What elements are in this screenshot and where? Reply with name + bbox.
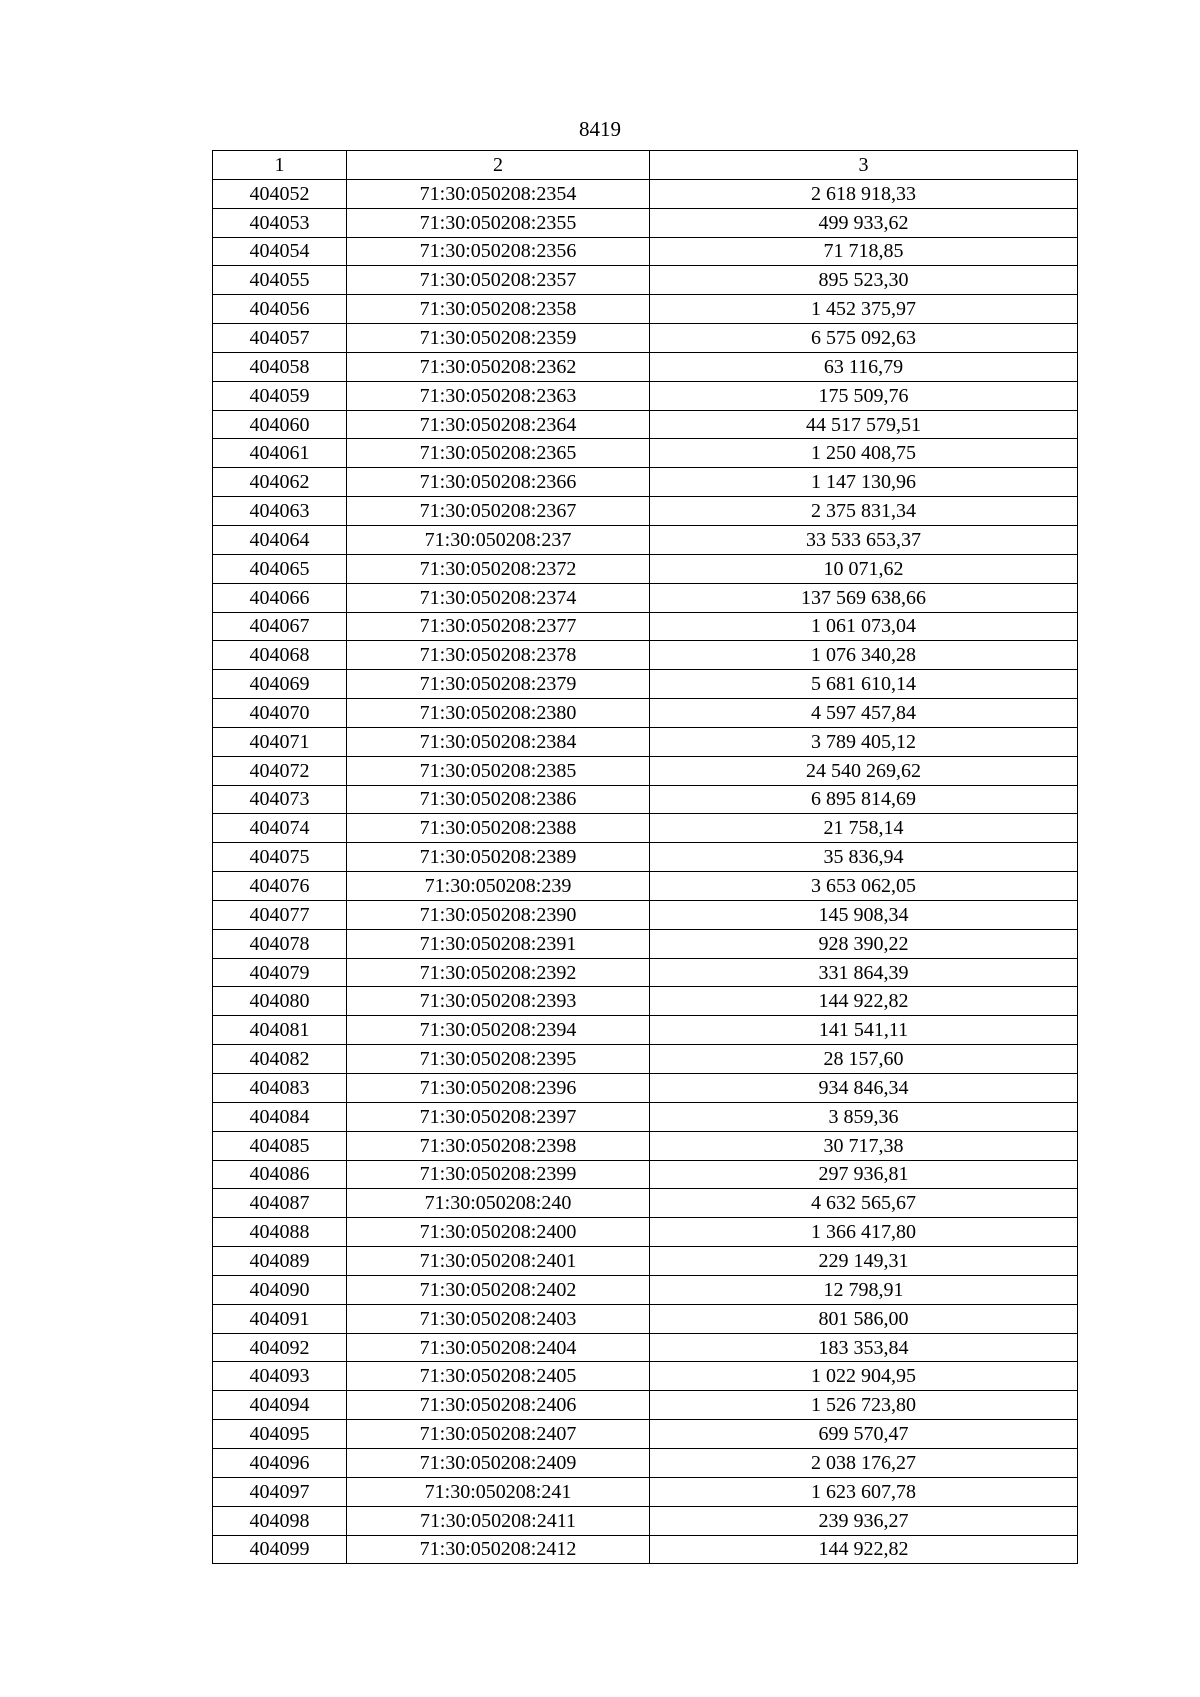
table-cell-col1: 404089: [213, 1247, 347, 1276]
table-cell-col3: 1 076 340,28: [650, 641, 1078, 670]
table-cell-col2: 71:30:050208:2357: [347, 266, 650, 295]
table-row: [213, 1074, 1078, 1103]
table-row: [213, 554, 1078, 583]
table-row: [213, 1131, 1078, 1160]
table-cell-col3: 1 452 375,97: [650, 295, 1078, 324]
table-cell-col3: 3 859,36: [650, 1102, 1078, 1131]
table-row: [213, 1045, 1078, 1074]
table-cell-col2: 71:30:050208:2397: [347, 1102, 650, 1131]
table-row: [213, 1016, 1078, 1045]
table-cell-col3: 1 526 723,80: [650, 1391, 1078, 1420]
table-cell-col2: 71:30:050208:2364: [347, 410, 650, 439]
table-cell-col1: 404093: [213, 1362, 347, 1391]
table-row: [213, 583, 1078, 612]
table-cell-col3: 239 936,27: [650, 1506, 1078, 1535]
table-cell-col2: 71:30:050208:2407: [347, 1420, 650, 1449]
table-row: [213, 439, 1078, 468]
table-cell-col1: 404060: [213, 410, 347, 439]
table-cell-col2: 71:30:050208:2365: [347, 439, 650, 468]
table-row: [213, 1333, 1078, 1362]
table-cell-col2: 71:30:050208:2374: [347, 583, 650, 612]
table-cell-col3: 21 758,14: [650, 814, 1078, 843]
table-row: [213, 1247, 1078, 1276]
table-cell-col1: 404090: [213, 1275, 347, 1304]
table-cell-col1: 404078: [213, 929, 347, 958]
table-cell-col1: 404065: [213, 554, 347, 583]
table-row: [213, 900, 1078, 929]
table-cell-col1: 404070: [213, 699, 347, 728]
header-cell-1: 1: [213, 151, 347, 180]
table-cell-col3: 2 038 176,27: [650, 1448, 1078, 1477]
table-row: [213, 352, 1078, 381]
table-cell-col3: 144 922,82: [650, 987, 1078, 1016]
table-cell-col2: 71:30:050208:2363: [347, 381, 650, 410]
table-cell-col3: 928 390,22: [650, 929, 1078, 958]
table-row: [213, 1477, 1078, 1506]
table-cell-col1: 404054: [213, 237, 347, 266]
table-cell-col1: 404083: [213, 1074, 347, 1103]
table-row: [213, 525, 1078, 554]
table-cell-col3: 35 836,94: [650, 843, 1078, 872]
table-cell-col3: 6 575 092,63: [650, 324, 1078, 353]
table-cell-col3: 297 936,81: [650, 1160, 1078, 1189]
table-row: [213, 1189, 1078, 1218]
table-cell-col2: 71:30:050208:2404: [347, 1333, 650, 1362]
table-cell-col3: 3 789 405,12: [650, 727, 1078, 756]
table-cell-col2: 71:30:050208:2359: [347, 324, 650, 353]
table-cell-col1: 404057: [213, 324, 347, 353]
table-cell-col2: 71:30:050208:2396: [347, 1074, 650, 1103]
table-cell-col3: 4 597 457,84: [650, 699, 1078, 728]
table-row: [213, 1506, 1078, 1535]
table-row: [213, 1448, 1078, 1477]
table-cell-col1: 404063: [213, 497, 347, 526]
table-cell-col3: 33 533 653,37: [650, 525, 1078, 554]
table-row: [213, 987, 1078, 1016]
table-cell-col3: 2 375 831,34: [650, 497, 1078, 526]
table-cell-col3: 24 540 269,62: [650, 756, 1078, 785]
table-cell-col3: 71 718,85: [650, 237, 1078, 266]
table-cell-col2: 71:30:050208:2354: [347, 179, 650, 208]
table-cell-col1: 404061: [213, 439, 347, 468]
table-cell-col1: 404075: [213, 843, 347, 872]
table-row: [213, 1391, 1078, 1420]
table-row: [213, 727, 1078, 756]
table-row: [213, 381, 1078, 410]
table-cell-col1: 404091: [213, 1304, 347, 1333]
table-cell-col2: 71:30:050208:2398: [347, 1131, 650, 1160]
table-cell-col3: 144 922,82: [650, 1535, 1078, 1564]
table-cell-col1: 404074: [213, 814, 347, 843]
table-cell-col1: 404068: [213, 641, 347, 670]
table-row: [213, 208, 1078, 237]
table-cell-col1: 404071: [213, 727, 347, 756]
table-cell-col3: 699 570,47: [650, 1420, 1078, 1449]
table-cell-col3: 10 071,62: [650, 554, 1078, 583]
table-cell-col3: 1 022 904,95: [650, 1362, 1078, 1391]
table-row: [213, 1218, 1078, 1247]
table-cell-col1: 404077: [213, 900, 347, 929]
table-cell-col2: 71:30:050208:2379: [347, 670, 650, 699]
table-cell-col2: 71:30:050208:2356: [347, 237, 650, 266]
table-cell-col1: 404097: [213, 1477, 347, 1506]
table-cell-col3: 1 250 408,75: [650, 439, 1078, 468]
table-row: [213, 266, 1078, 295]
table-cell-col2: 71:30:050208:237: [347, 525, 650, 554]
table-row: [213, 785, 1078, 814]
table-cell-col1: 404099: [213, 1535, 347, 1564]
table-cell-col3: 1 147 130,96: [650, 468, 1078, 497]
table-cell-col3: 2 618 918,33: [650, 179, 1078, 208]
table-cell-col2: 71:30:050208:2390: [347, 900, 650, 929]
table-cell-col3: 141 541,11: [650, 1016, 1078, 1045]
table-row: [213, 1160, 1078, 1189]
table-cell-col3: 145 908,34: [650, 900, 1078, 929]
table-cell-col2: 71:30:050208:241: [347, 1477, 650, 1506]
header-cell-2: 2: [347, 151, 650, 180]
table-row: [213, 1102, 1078, 1131]
table-cell-col1: 404072: [213, 756, 347, 785]
table-body: [213, 179, 1078, 1564]
table-cell-col2: 71:30:050208:2384: [347, 727, 650, 756]
table-row: [213, 843, 1078, 872]
table-cell-col2: 71:30:050208:2389: [347, 843, 650, 872]
table-row: [213, 958, 1078, 987]
table-cell-col3: 28 157,60: [650, 1045, 1078, 1074]
table-cell-col1: 404094: [213, 1391, 347, 1420]
table-cell-col2: 71:30:050208:2409: [347, 1448, 650, 1477]
table-row: [213, 497, 1078, 526]
table-cell-col1: 404088: [213, 1218, 347, 1247]
table-cell-col3: 6 895 814,69: [650, 785, 1078, 814]
table-cell-col2: 71:30:050208:2403: [347, 1304, 650, 1333]
table-row: [213, 295, 1078, 324]
table-cell-col3: 12 798,91: [650, 1275, 1078, 1304]
table-cell-col1: 404066: [213, 583, 347, 612]
table-cell-col3: 183 353,84: [650, 1333, 1078, 1362]
table-cell-col2: 71:30:050208:2399: [347, 1160, 650, 1189]
table-row: [213, 1362, 1078, 1391]
table-row: [213, 641, 1078, 670]
table-cell-col2: 71:30:050208:2366: [347, 468, 650, 497]
table-cell-col1: 404059: [213, 381, 347, 410]
table-cell-col3: 137 569 638,66: [650, 583, 1078, 612]
table-row: [213, 179, 1078, 208]
table-cell-col3: 1 366 417,80: [650, 1218, 1078, 1247]
table-cell-col3: 3 653 062,05: [650, 872, 1078, 901]
table-cell-col3: 331 864,39: [650, 958, 1078, 987]
table-row: [213, 814, 1078, 843]
table-cell-col2: 71:30:050208:2385: [347, 756, 650, 785]
table-cell-col2: 71:30:050208:2400: [347, 1218, 650, 1247]
header-cell-3: 3: [650, 151, 1078, 180]
table-cell-col1: 404095: [213, 1420, 347, 1449]
table-cell-col2: 71:30:050208:2372: [347, 554, 650, 583]
table-row: [213, 699, 1078, 728]
table-cell-col3: 175 509,76: [650, 381, 1078, 410]
table-cell-col2: 71:30:050208:2402: [347, 1275, 650, 1304]
table-row: [213, 929, 1078, 958]
table-cell-col2: 71:30:050208:2411: [347, 1506, 650, 1535]
table-cell-col2: 71:30:050208:2405: [347, 1362, 650, 1391]
table-cell-col2: 71:30:050208:2406: [347, 1391, 650, 1420]
table-cell-col1: 404096: [213, 1448, 347, 1477]
table-cell-col2: 71:30:050208:2388: [347, 814, 650, 843]
table-cell-col2: 71:30:050208:2355: [347, 208, 650, 237]
table-cell-col2: 71:30:050208:2377: [347, 612, 650, 641]
table-cell-col3: 895 523,30: [650, 266, 1078, 295]
header-row: [213, 151, 1078, 180]
table-cell-col1: 404052: [213, 179, 347, 208]
table-cell-col2: 71:30:050208:2392: [347, 958, 650, 987]
table-cell-col2: 71:30:050208:2358: [347, 295, 650, 324]
table-cell-col1: 404087: [213, 1189, 347, 1218]
table-cell-col1: 404081: [213, 1016, 347, 1045]
table-cell-col1: 404098: [213, 1506, 347, 1535]
table-cell-col2: 71:30:050208:240: [347, 1189, 650, 1218]
table-row: [213, 756, 1078, 785]
table-cell-col1: 404080: [213, 987, 347, 1016]
table-cell-col1: 404085: [213, 1131, 347, 1160]
table-cell-col1: 404064: [213, 525, 347, 554]
table-cell-col2: 71:30:050208:239: [347, 872, 650, 901]
table-cell-col1: 404076: [213, 872, 347, 901]
table-row: [213, 670, 1078, 699]
page-number: 8419: [579, 117, 621, 141]
table-cell-col3: 934 846,34: [650, 1074, 1078, 1103]
table-cell-col3: 1 623 607,78: [650, 1477, 1078, 1506]
table-cell-col1: 404056: [213, 295, 347, 324]
table-row: [213, 872, 1078, 901]
table-cell-col2: 71:30:050208:2395: [347, 1045, 650, 1074]
table-row: [213, 468, 1078, 497]
table-cell-col1: 404079: [213, 958, 347, 987]
table-cell-col3: 801 586,00: [650, 1304, 1078, 1333]
table-cell-col2: 71:30:050208:2393: [347, 987, 650, 1016]
table-cell-col3: 4 632 565,67: [650, 1189, 1078, 1218]
table-cell-col2: 71:30:050208:2394: [347, 1016, 650, 1045]
table-cell-col2: 71:30:050208:2362: [347, 352, 650, 381]
table-cell-col3: 30 717,38: [650, 1131, 1078, 1160]
table-cell-col3: 5 681 610,14: [650, 670, 1078, 699]
table-row: [213, 410, 1078, 439]
table-row: [213, 237, 1078, 266]
table-cell-col2: 71:30:050208:2391: [347, 929, 650, 958]
table-cell-col1: 404069: [213, 670, 347, 699]
table-cell-col2: 71:30:050208:2401: [347, 1247, 650, 1276]
data-table: [212, 150, 1078, 1564]
table-cell-col3: 44 517 579,51: [650, 410, 1078, 439]
table-cell-col2: 71:30:050208:2386: [347, 785, 650, 814]
table-cell-col1: 404067: [213, 612, 347, 641]
table-cell-col2: 71:30:050208:2367: [347, 497, 650, 526]
table-cell-col1: 404092: [213, 1333, 347, 1362]
table-cell-col2: 71:30:050208:2378: [347, 641, 650, 670]
table-cell-col1: 404062: [213, 468, 347, 497]
table-cell-col1: 404053: [213, 208, 347, 237]
table-cell-col1: 404073: [213, 785, 347, 814]
table-row: [213, 324, 1078, 353]
table-row: [213, 1420, 1078, 1449]
table-cell-col3: 229 149,31: [650, 1247, 1078, 1276]
table-cell-col1: 404082: [213, 1045, 347, 1074]
table-cell-col2: 71:30:050208:2380: [347, 699, 650, 728]
table-cell-col3: 1 061 073,04: [650, 612, 1078, 641]
table-row: [213, 612, 1078, 641]
table-cell-col1: 404055: [213, 266, 347, 295]
table-header: [213, 151, 1078, 180]
table-cell-col1: 404084: [213, 1102, 347, 1131]
table-cell-col3: 499 933,62: [650, 208, 1078, 237]
table-row: [213, 1535, 1078, 1564]
table-cell-col1: 404086: [213, 1160, 347, 1189]
table-cell-col2: 71:30:050208:2412: [347, 1535, 650, 1564]
table-cell-col1: 404058: [213, 352, 347, 381]
table-row: [213, 1304, 1078, 1333]
table-row: [213, 1275, 1078, 1304]
table-cell-col3: 63 116,79: [650, 352, 1078, 381]
